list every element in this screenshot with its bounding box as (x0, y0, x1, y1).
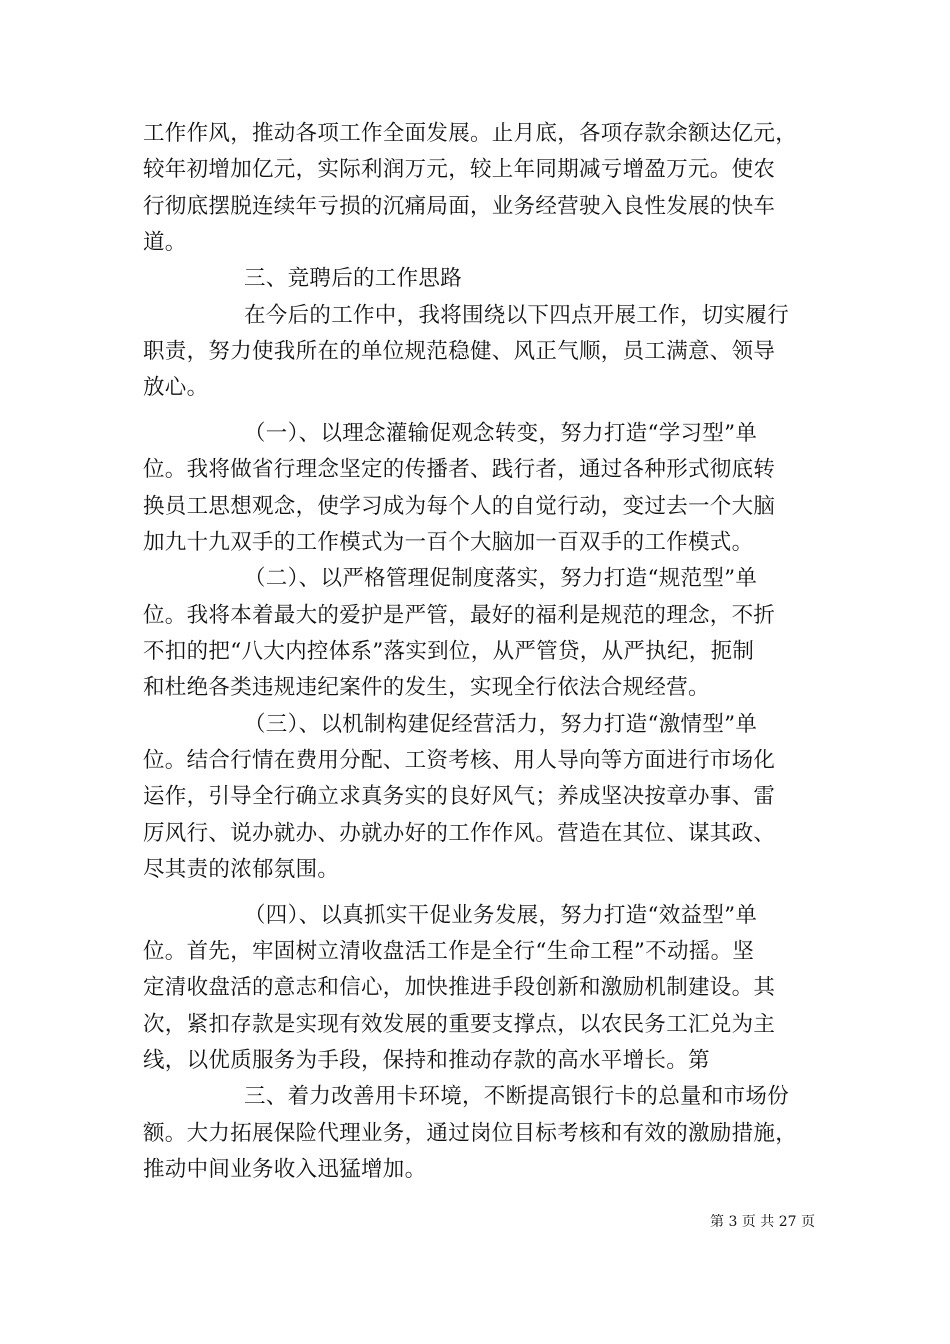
page-number: 第 3 页 共 27 页 (710, 1214, 815, 1230)
body-line: 不扣的把“八大内控体系”落实到位，从严管贷，从严执纪，扼制 (143, 639, 755, 664)
body-line: 放心。 (143, 375, 209, 400)
body-line: 行彻底摆脱连续年亏损的沉痛局面，业务经营驶入良性发展的快车 (143, 194, 776, 219)
body-line: 推动中间业务收入迅猛增加。 (143, 1157, 427, 1182)
body-line: 尽其责的浓郁氛围。 (143, 857, 340, 882)
body-line: 在今后的工作中，我将围绕以下四点开展工作，切实履行 (244, 303, 790, 328)
body-line: 位。结合行情在费用分配、工资考核、用人导向等方面进行市场化 (143, 748, 776, 773)
body-line: 运作，引导全行确立求真务实的良好风气；养成坚决按章办事、雷 (143, 784, 776, 809)
body-line: 位。首先，牢固树立清收盘活工作是全行“生命工程”不动摇。坚 (143, 939, 755, 964)
subsection-heading: （四）、以真抓实干促业务发展，努力打造“效益型”单 (244, 903, 758, 928)
body-line: 较年初增加亿元，实际利润万元，较上年同期减亏增盈万元。使农 (143, 157, 776, 182)
body-line: 工作作风，推动各项工作全面发展。止月底，各项存款余额达亿元， (143, 121, 798, 146)
body-line: 职责，努力使我所在的单位规范稳健、风正气顺，员工满意、领导 (143, 339, 776, 364)
body-line: 换员工思想观念，使学习成为每个人的自觉行动，变过去一个大脑 (143, 494, 776, 519)
body-line: 线，以优质服务为手段，保持和推动存款的高水平增长。第 (143, 1048, 710, 1073)
body-line: 三、着力改善用卡环境，不断提高银行卡的总量和市场份 (244, 1084, 790, 1109)
body-line: 位。我将做省行理念坚定的传播者、践行者，通过各种形式彻底转 (143, 457, 776, 482)
subsection-heading: （一）、以理念灌输促观念转变，努力打造“学习型”单 (244, 421, 758, 446)
body-line: 厉风行、说办就办、办就办好的工作作风。营造在其位、谋其政、 (143, 821, 776, 846)
body-line: 位。我将本着最大的爱护是严管，最好的福利是规范的理念，不折 (143, 603, 776, 628)
body-line: 额。大力拓展保险代理业务，通过岗位目标考核和有效的激励措施， (143, 1121, 798, 1146)
body-line: 次，紧扣存款是实现有效发展的重要支撑点，以农民务工汇兑为主 (143, 1012, 776, 1037)
body-line: 和杜绝各类违规违纪案件的发生，实现全行依法合规经营。 (143, 675, 710, 700)
body-line: 定清收盘活的意志和信心，加快推进手段创新和激励机制建设。其 (143, 975, 776, 1000)
subsection-heading: （三）、以机制构建促经营活力，努力打造“激情型”单 (244, 712, 758, 737)
body-line: 道。 (143, 230, 187, 255)
subsection-heading: （二）、以严格管理促制度落实，努力打造“规范型”单 (244, 566, 758, 591)
body-line: 加九十九双手的工作模式为一百个大脑加一百双手的工作模式。 (143, 530, 754, 555)
section-heading: 三、竞聘后的工作思路 (244, 266, 463, 291)
